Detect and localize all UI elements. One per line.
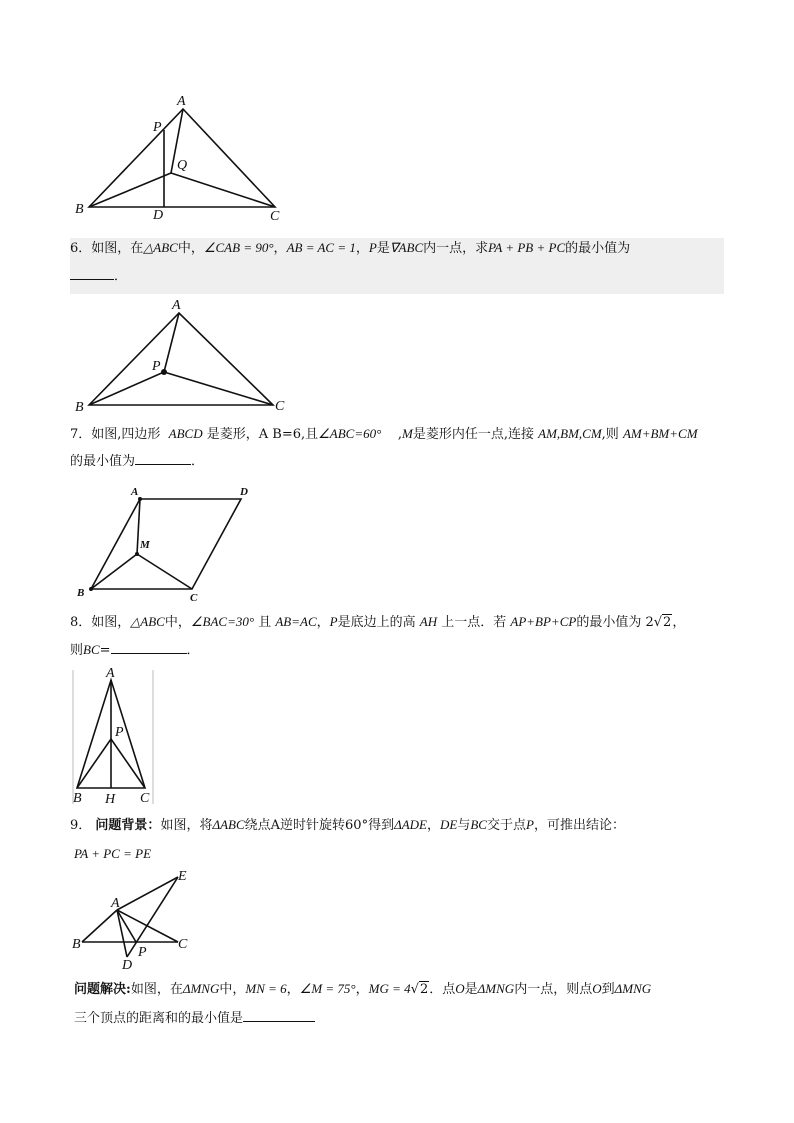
q9-s8: 到 — [601, 982, 615, 997]
label-b: B — [77, 587, 85, 599]
q8-equal-sides: AB=AC — [275, 614, 317, 629]
label-b: B — [75, 400, 84, 415]
q9-s2: 中， — [219, 982, 246, 997]
q7-segments: AM,BM,CM — [538, 426, 602, 441]
q9-bg6: ，可推出结论： — [533, 818, 625, 833]
q8-end: ， — [672, 615, 686, 630]
q7-line2: 的最小值为 — [70, 454, 136, 469]
figure-triangle-abc-point-p — [70, 296, 300, 418]
q8-mid2: 且 — [258, 615, 272, 630]
q7-mid1: 是菱形，A B=6,且 — [206, 427, 319, 442]
q6-comma1: ， — [273, 241, 287, 256]
q8-angle: ∠BAC=30° — [190, 614, 255, 629]
figure-rotation-triangles — [70, 866, 200, 974]
q7-expression: AM+BM+CM — [622, 426, 698, 441]
segment-pa — [164, 313, 179, 372]
q6-point-p: P — [368, 240, 377, 255]
label-p: P — [153, 120, 162, 135]
q9-solve-title: 问题解决: — [74, 982, 131, 997]
segment-pb — [89, 372, 164, 405]
label-d: D — [153, 208, 164, 223]
segment-qb — [89, 173, 171, 207]
figure-isosceles-triangle — [70, 664, 160, 808]
label-a: A — [131, 486, 139, 498]
q9-triangle-mng-2: ΔMNG — [477, 981, 515, 996]
triangle-abc — [89, 313, 273, 405]
q6-tail: 的最小值为 — [565, 241, 631, 256]
point-m — [135, 552, 139, 556]
q7-mid3: 是菱形内任一点,连接 — [412, 427, 534, 442]
q9-s4: ， — [355, 982, 369, 997]
q7-num: 7．如图,四边形 — [70, 427, 161, 442]
label-a: A — [177, 94, 186, 109]
q9-s6: 是 — [464, 982, 478, 997]
point-b — [89, 587, 93, 591]
segment-de — [127, 877, 178, 957]
q6-num: 6．如图，在 — [70, 241, 144, 256]
label-d: D — [240, 486, 248, 498]
q7-end: ． — [191, 454, 205, 469]
label-c: C — [178, 937, 188, 952]
q9-bc: BC — [470, 817, 487, 832]
q6-mid2: 是 — [376, 241, 390, 256]
figure-rhombus-abcd — [70, 482, 270, 602]
q6-triangle: △ABC — [143, 240, 178, 255]
question-8-line-2 — [70, 641, 200, 660]
q8-radicand: 2 — [663, 615, 672, 630]
point-p — [161, 369, 167, 375]
q9-point-o-2: O — [592, 981, 602, 996]
q8-mid3: ， — [316, 615, 330, 630]
q7-quad: ABCD — [168, 426, 203, 441]
label-a: A — [172, 298, 181, 313]
question-6-line-2 — [70, 267, 127, 286]
question-7-line-2 — [70, 452, 204, 471]
label-e: E — [178, 869, 187, 884]
q8-triangle: △ABC — [130, 614, 165, 629]
q9-bg1: 如图，将 — [160, 818, 213, 833]
label-a: A — [111, 896, 120, 911]
label-c: C — [140, 791, 150, 806]
q8-line2b: = — [99, 643, 111, 658]
q8-bc: BC — [83, 642, 100, 657]
label-b: B — [72, 937, 81, 952]
q9-bg2: 绕点A逆时针旋转60°得到 — [244, 818, 395, 833]
q6-answer-blank[interactable] — [70, 267, 114, 280]
segment-pb — [77, 739, 111, 788]
q7-mid4: ,则 — [601, 427, 619, 442]
segment-pc — [111, 739, 145, 788]
q9-sqrt: √2 — [410, 982, 429, 997]
q8-line2a: 则 — [70, 643, 84, 658]
q6-condition-sides: AB = AC = 1 — [286, 240, 356, 255]
q9-mg: MG = 4 — [368, 981, 411, 996]
q9-mg-radicand: 2 — [419, 982, 429, 997]
q9-background-title: 问题背景： — [95, 818, 161, 833]
segment-ab — [82, 910, 117, 942]
label-h: H — [105, 792, 116, 807]
q9-bg5: 交于点 — [486, 818, 526, 833]
question-8-line-1 — [70, 613, 685, 632]
label-d: D — [122, 958, 133, 973]
q7-point-m: M — [402, 426, 413, 441]
q8-mid6: 的最小值为 — [576, 615, 642, 630]
q9-bg4: 与 — [457, 818, 471, 833]
rhombus-abcd — [91, 499, 241, 589]
q8-mid5: 上一点．若 — [441, 615, 507, 630]
q9-s3: ， — [286, 982, 300, 997]
q9-answer-blank[interactable] — [243, 1009, 315, 1022]
q9-num: 9． — [70, 818, 92, 833]
q8-expression: AP+BP+CP — [510, 614, 577, 629]
label-c: C — [275, 399, 285, 414]
label-c: C — [270, 209, 280, 224]
q9-s5: ．点 — [429, 982, 456, 997]
question-9-solve-line-1 — [74, 980, 651, 999]
figure-triangle-abc-pqd — [70, 92, 300, 222]
q9-s1: 如图，在 — [130, 982, 183, 997]
q9-triangle-ade: ΔADE — [394, 817, 427, 832]
label-m: M — [140, 539, 150, 551]
q9-angle-m: ∠M = 75° — [299, 981, 356, 996]
question-7-line-1 — [70, 425, 698, 444]
label-q: Q — [177, 158, 188, 173]
q6-comma2: ， — [355, 241, 369, 256]
label-p: P — [138, 945, 147, 960]
label-b: B — [73, 791, 82, 806]
q9-bg3: ， — [426, 818, 440, 833]
q9-s7: 内一点，则点 — [514, 982, 593, 997]
q8-mid1: 中， — [164, 615, 191, 630]
label-p: P — [152, 359, 161, 374]
q9-point-p: P — [526, 817, 534, 832]
q9-mn: MN = 6 — [245, 981, 287, 996]
q8-coef: 2 — [645, 615, 654, 630]
q8-height-ah: AH — [419, 614, 438, 629]
segment-cm — [137, 554, 192, 589]
q7-angle: ∠ABC=60° — [318, 426, 382, 441]
label-b: B — [75, 202, 84, 217]
q6-triangle-2: ∇ABC — [389, 240, 424, 255]
q9-triangle-abc: ΔABC — [212, 817, 245, 832]
q8-end2: ． — [186, 643, 200, 658]
label-a: A — [106, 666, 115, 681]
q8-mid4: 是底边上的高 — [337, 615, 416, 630]
question-9-solve-line-2 — [74, 1009, 315, 1028]
label-p: P — [115, 725, 124, 740]
q9-de: DE — [440, 817, 458, 832]
q8-point-p: P — [329, 614, 338, 629]
q9-triangle-mng-3: ΔMNG — [614, 981, 652, 996]
q9-triangle-mng: ΔMNG — [182, 981, 220, 996]
q6-end: ． — [114, 269, 128, 284]
question-9-line-1 — [70, 816, 625, 835]
q7-mid2: , — [397, 427, 402, 442]
point-a — [138, 497, 142, 501]
label-c: C — [190, 592, 198, 604]
q6-mid3: 内一点，求 — [423, 241, 489, 256]
q9-line2: 三个顶点的距离和的最小值是 — [74, 1011, 244, 1026]
q6-expression: PA + PB + PC — [488, 240, 566, 255]
question-9-conclusion: PA + PC = PE — [74, 846, 152, 861]
question-6-line-1 — [70, 239, 630, 258]
q6-condition-angle: ∠CAB = 90° — [203, 240, 274, 255]
q8-num: 8．如图， — [70, 615, 131, 630]
segment-bm — [91, 554, 137, 589]
q6-mid1: 中， — [177, 241, 204, 256]
segment-ae — [117, 877, 178, 910]
q8-answer-blank[interactable] — [111, 641, 187, 654]
q9-point-o: O — [455, 981, 465, 996]
q8-sqrt: √2 — [653, 615, 672, 630]
q7-answer-blank[interactable] — [135, 452, 191, 465]
